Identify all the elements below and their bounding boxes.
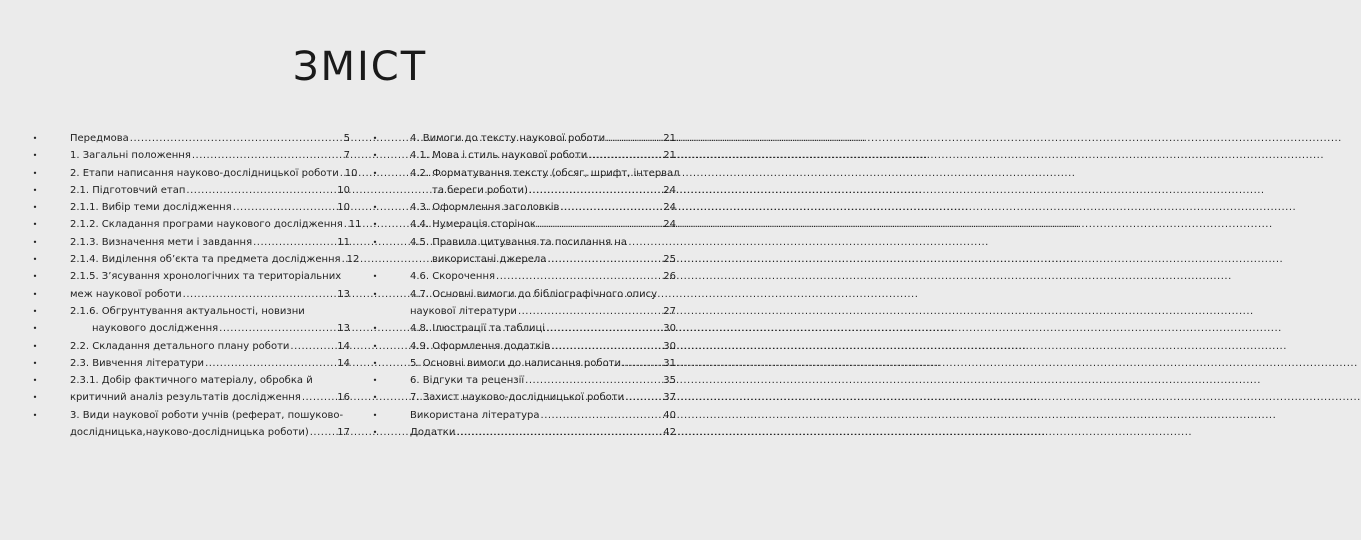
dot-leader — [560, 199, 662, 216]
bullet-icon: • — [372, 237, 378, 247]
toc-entry-text: 6. Відгуки та рецензії — [410, 375, 525, 387]
dot-leader — [205, 355, 336, 372]
toc-entry-text: 4.7. Основні вимоги до бібліографічного опису — [410, 288, 658, 300]
toc-line — [370, 286, 676, 303]
bullet-icon: • — [32, 306, 38, 316]
toc-page-number: 37 — [663, 392, 676, 404]
toc-page-number: 21 — [663, 150, 676, 162]
toc-page-number: 7 — [343, 150, 350, 162]
bullet-icon: • — [372, 341, 378, 351]
toc-entry-text: 3. Види наукової роботи учнів (реферат, пошуково- — [70, 409, 344, 421]
toc-page-number: 24 — [663, 202, 676, 214]
dot-leader — [253, 234, 336, 251]
toc-page-number: 14 — [337, 340, 350, 352]
toc-line — [370, 130, 676, 147]
bullet-icon: • — [372, 289, 378, 299]
toc-line — [30, 165, 358, 182]
dot-leader — [537, 216, 662, 233]
toc-line — [370, 268, 676, 285]
toc-entry-text: 2.1. Підготовчий етап — [70, 184, 186, 196]
dot-leader — [622, 355, 662, 372]
toc-entry-text: 4.3. Оформлення заголовків — [410, 202, 560, 214]
bullet-icon: • — [372, 220, 378, 230]
dot-leader — [606, 130, 662, 147]
toc-entry-text: 4.1. Мова і стиль наукової роботи — [410, 150, 588, 162]
dot-leader — [551, 338, 662, 355]
bullet-icon: • — [32, 410, 38, 420]
dot-leader — [588, 147, 662, 164]
toc-entry-text: 5. Основні вимоги до написання роботи — [410, 357, 622, 369]
toc-page-number: 11 — [337, 236, 350, 248]
toc-line — [370, 338, 676, 355]
bullet-icon: • — [32, 151, 38, 161]
bullet-icon: • — [32, 272, 38, 282]
toc-line — [30, 268, 350, 285]
bullet-icon: • — [372, 168, 378, 178]
toc-entry-text: та береги роботи) — [432, 184, 528, 196]
toc-page-number: 25 — [663, 254, 676, 266]
toc-line — [30, 216, 362, 233]
toc-entry-text: використані джерела — [432, 254, 547, 266]
toc-entry-text: 4.4. Нумерація сторінок — [410, 219, 536, 231]
dot-leader — [547, 251, 662, 268]
toc-entry-text: Передмова — [70, 133, 129, 144]
toc-page-number: 12 — [346, 254, 360, 266]
bullet-icon: • — [372, 376, 378, 386]
bullet-icon: • — [372, 324, 378, 334]
toc-line — [370, 182, 676, 199]
bullet-icon: • — [372, 410, 378, 420]
toc-line — [30, 251, 360, 268]
toc-entry-text: 2.1.5. З’ясування хронологічних та територіальних — [70, 271, 342, 283]
toc-page-number: 24 — [663, 184, 676, 196]
dot-leader — [496, 268, 662, 285]
dot-leader — [219, 320, 336, 337]
bullet-icon: • — [32, 341, 38, 351]
toc-page-number: 42 — [663, 427, 676, 439]
dot-leader — [192, 147, 343, 164]
toc-entry-text: 2.1.4. Виділення об’єкта та предмета дослідження — [70, 254, 341, 266]
toc-line — [370, 424, 676, 441]
toc-entry-text: 2.2. Складання детального плану роботи — [70, 340, 290, 352]
toc-entry-text: 4.5. Правила цитування та посилання на — [410, 236, 627, 248]
toc-line — [30, 320, 350, 337]
toc-page-number: 17 — [337, 427, 350, 439]
dot-leader — [302, 389, 336, 406]
toc-page-number: 35 — [663, 375, 676, 387]
toc-entry-text: 2.1.3. Визначення мети і завдання — [70, 236, 253, 248]
toc-line — [30, 407, 350, 424]
toc-entry-text: дослідницька,науково-дослідницька роботи) — [70, 427, 309, 439]
dot-leader — [310, 424, 337, 441]
toc-line — [370, 147, 676, 164]
toc-line — [30, 424, 350, 441]
toc-page-number: 30 — [663, 323, 676, 335]
bullet-icon: • — [32, 393, 38, 403]
toc-page-number: 10 — [344, 167, 358, 179]
dot-leader — [130, 130, 343, 147]
toc-entry-text: наукової літератури — [410, 305, 517, 317]
toc-entry-text: 1. Загальні положення — [70, 150, 191, 162]
toc-line — [370, 372, 676, 389]
toc-page-number: 16 — [337, 392, 350, 404]
toc-entry-text: Додатки — [410, 427, 456, 439]
toc-entry-text: 2.1.6. Обгрунтування актуальності, новизни — [70, 305, 305, 317]
toc-line — [30, 303, 350, 320]
dot-leader — [518, 303, 662, 320]
dot-leader — [340, 165, 344, 182]
bullet-icon: • — [32, 289, 38, 299]
dot-leader — [546, 320, 662, 337]
toc-line — [370, 389, 676, 406]
toc-entry-text: Використана література — [410, 409, 540, 421]
bullet-icon: • — [32, 134, 38, 143]
toc-page-number: 13 — [337, 323, 350, 335]
toc-entry-text: 2. Етапи написання науково-дослідницької роботи — [70, 167, 339, 179]
toc-entry-text: 7. Захист науково-дослідницької роботи — [410, 392, 625, 404]
bullet-icon: • — [32, 185, 38, 195]
toc-entry-text: 4. Вимоги до тексту наукової роботи — [410, 133, 606, 144]
bullet-icon: • — [32, 376, 38, 386]
dot-leader — [186, 182, 336, 199]
toc-line — [30, 286, 350, 303]
toc-page-number: 24 — [663, 219, 676, 231]
toc-entry-text: 4.2. Форматування тексту (обсяг, шрифт, інтервал — [410, 167, 680, 179]
toc-entry-text: 2.3. Вивчення літератури — [70, 357, 205, 369]
toc-line — [370, 251, 676, 268]
toc-entry-text: 4.8. Ілюстрації та таблиці — [410, 323, 546, 335]
toc-line — [370, 199, 676, 216]
dot-leader — [342, 251, 346, 268]
bullet-icon: • — [372, 428, 378, 438]
toc-right-column — [370, 130, 680, 441]
toc-line — [30, 182, 350, 199]
dot-leader — [625, 389, 662, 406]
toc-page-number: 21 — [663, 133, 676, 144]
toc-entry-text: меж наукової роботи — [70, 288, 182, 300]
toc-line — [370, 320, 676, 337]
toc-page-number: 14 — [337, 357, 350, 369]
bullet-icon: • — [372, 151, 378, 161]
toc-page-number: 26 — [663, 271, 676, 283]
toc-entry-text: 2.1.1. Вибір теми дослідження — [70, 202, 232, 214]
page-title: ЗМІСТ — [292, 44, 428, 90]
toc-page-number: 27 — [663, 305, 676, 317]
bullet-icon: • — [32, 237, 38, 247]
toc-entry-text: 2.1.2. Складання програми наукового дослідження — [70, 219, 343, 231]
bullet-icon: • — [372, 272, 378, 282]
dot-leader — [456, 424, 662, 441]
bullet-icon: • — [32, 168, 38, 178]
bullet-icon: • — [372, 393, 378, 403]
dot-leader — [541, 407, 663, 424]
toc-line — [370, 234, 676, 251]
dot-leader — [344, 216, 348, 233]
toc-page-number: 30 — [663, 340, 676, 352]
toc-entry-text: 4.9. Оформлення додатків — [410, 340, 551, 352]
toc-left-column — [30, 130, 362, 441]
toc-line — [370, 216, 676, 233]
toc-line — [30, 372, 350, 389]
dot-leader — [529, 182, 662, 199]
toc-entry-text: 4.6. Скорочення — [410, 271, 496, 283]
toc-line — [30, 234, 350, 251]
bullet-icon: • — [372, 134, 378, 143]
toc-line — [370, 165, 680, 182]
toc-page-number: 40 — [663, 409, 676, 421]
toc-page-number: 10 — [337, 202, 350, 214]
toc-line — [30, 355, 350, 372]
dot-leader — [290, 338, 336, 355]
toc-line — [30, 199, 350, 216]
bullet-icon: • — [32, 220, 38, 230]
toc-line — [30, 389, 350, 406]
toc-entry-text: 2.3.1. Добір фактичного матеріалу, обробка й — [70, 375, 313, 387]
bullet-icon: • — [32, 324, 38, 334]
bullet-icon: • — [32, 203, 38, 213]
toc-entry-text: наукового дослідження — [92, 323, 219, 335]
toc-line — [370, 303, 676, 320]
toc-page-number: 11 — [348, 219, 362, 231]
toc-line — [370, 355, 676, 372]
dot-leader — [233, 199, 337, 216]
toc-line — [30, 147, 350, 164]
toc-page-number: 5 — [343, 133, 350, 144]
dot-leader — [525, 372, 662, 389]
bullet-icon: • — [372, 358, 378, 368]
toc-line — [30, 130, 350, 147]
toc-page-number: 13 — [337, 288, 350, 300]
bullet-icon: • — [32, 255, 38, 265]
dot-leader — [183, 286, 337, 303]
bullet-icon: • — [32, 358, 38, 368]
toc-page-number: 31 — [663, 357, 676, 369]
toc-line — [370, 407, 676, 424]
toc-entry-text: критичний аналіз результатів дослідження — [70, 392, 301, 404]
toc-page-number: 10 — [337, 184, 350, 196]
bullet-icon: • — [372, 203, 378, 213]
toc-line — [30, 338, 350, 355]
